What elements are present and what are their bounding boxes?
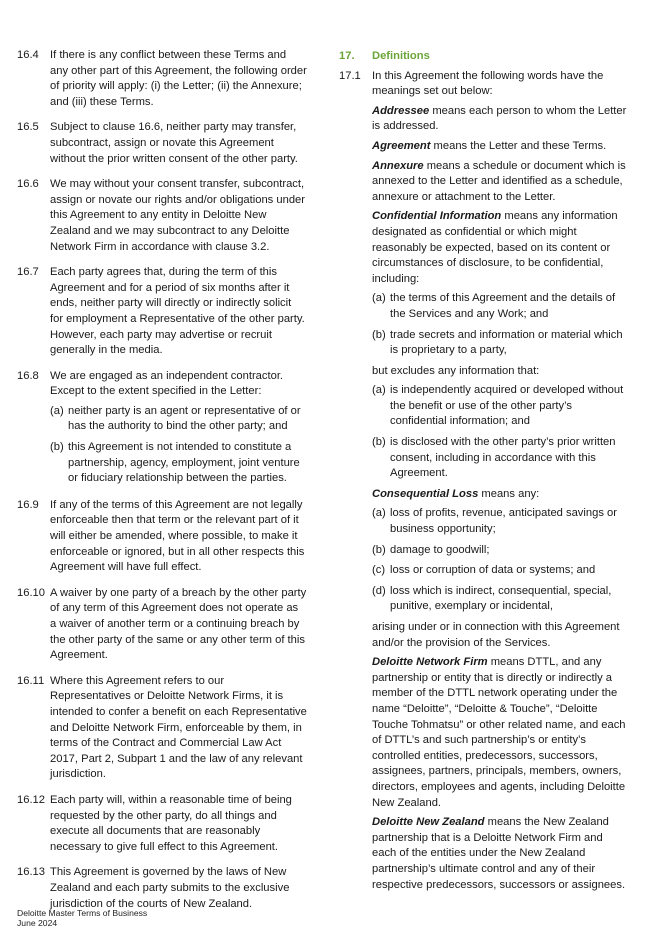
list-item: (a) loss of profits, revenue, anticipated savings or business opportunity; xyxy=(372,507,617,536)
right-column xyxy=(339,48,629,903)
list-item: (b) trade secrets and information or material which is proprietary to a party, xyxy=(372,328,623,357)
list-item: (a) the terms of this Agreement and the details of the Services and any Work; and xyxy=(372,292,616,320)
list-item: (b) is disclosed with the other party’s prior written consent, including in accordance with this Agreement. xyxy=(372,436,616,480)
list-item: (a) neither party is an agent or representative of or has the authority to bind the other party; and xyxy=(50,404,301,433)
definition-deloitte-network-firm: Deloitte Network Firm means DTTL, and any partnership or entity that is directly or indirectly a member of the DTTL network operating under the name “Deloitte”, “Deloitte & Touche”, “Deloitte Touche Tohmatsu” or other related name, and each of DTTL’s and such partnership’s or entity’s controlled entities, predecessors, successors, assignees, partners, principals, members, owners, directors, employees and agents, including Deloitte New Zealand. xyxy=(372,656,626,809)
clause-16-9: 16.9 If any of the terms of this Agreement are not legally enforceable then that term or the relevant part of it will either be amended, where possible, to make it enforceable or ignored, but in all other respects this Agreement will have full effect. xyxy=(17,498,305,574)
definition-agreement: Agreement means the Letter and these Terms. xyxy=(372,139,607,152)
definition-deloitte-new-zealand: Deloitte New Zealand means the New Zealand partnership that is a Deloitte Network Firm and each of the entities under the New Zealand partnership’s ultimate control and any of their respective predecessors, successors or assignees. xyxy=(372,816,626,891)
list-item: (a) is independently acquired or developed without the benefit or use of the other party’s confidential information; and xyxy=(372,384,624,428)
definition-consequential-loss: Consequential Loss means any: xyxy=(372,487,540,500)
clause-16-7: 16.7 Each party agrees that, during the term of this Agreement and for a period of six months after it ends, neither party will directly or indirectly solicit for employment a Representative of the other party. However, each party may advertise or recruit generally in the media. xyxy=(17,266,305,357)
list-item: (b) this Agreement is not intended to constitute a partnership, agency, employment, joint venture or fiduciary relationship between the parties. xyxy=(50,441,300,485)
definition-annexure: Annexure means a schedule or document which is annexed to the Letter and identified as a schedule, annexure or attachment to the Letter. xyxy=(372,159,626,203)
page-footer: Deloitte Master Terms of Business June 2024 xyxy=(17,908,148,928)
clause-16-11: 16.11 Where this Agreement refers to our Representatives or Deloitte Network Firms, it is intended to confer a benefit on each Representative and Deloitte Network Firm, enforceable by them, in terms of the Contract and Commercial Law Act 2017, Part 2, Subpart 1 and the law of any relevant jurisdiction. xyxy=(17,674,307,781)
clause-16-5: 16.5 Subject to clause 16.6, neither party may transfer, subcontract, assign or novate this Agreement without the prior written consent of the other party. xyxy=(17,121,298,165)
list-item: (d) loss which is indirect, consequential, special, punitive, exemplary or incidental, xyxy=(372,584,612,613)
clause-16-8: 16.8 We are engaged as an independent contractor. Except to the extent specified in the Letter: (a) neither party is an agent or representative of or has the authority to bind the other party; and (b) this Agreement is not intended to constitute a partnership, agency, employment, joint venture or fiduciary relationship between the parties. xyxy=(17,369,307,492)
clause-16-12: 16.12 Each party will, within a reasonable time of being requested by the other party, do all things and execute all documents that are reasonably necessary to give full effect to this Agreement. xyxy=(17,793,292,853)
definition-confidential-information: Confidential Information means any information designated as confidential or which might reasonably be expected, based on its content or circumstances of disclosure, to be confidential, including: xyxy=(372,210,618,285)
left-column xyxy=(17,48,307,922)
list-item: (b) damage to goodwill; xyxy=(372,543,490,556)
clause-17-1: 17.1 In this Agreement the following words have the meanings set out below: Addressee means each person to whom the Letter is addressed. Agreement means the Letter and these Terms. Annexure means a schedule or document which is annexed to the Letter and identified as a schedule, annexure or attachment to the Letter. Confidential Information means any information designated as confidential or which might reasonably be expected, based on its content or circumstances of disclosure, to be confidential, including: (a) the terms of this Agreement and the details of the Services and any Work; and (b) trade secrets and information or material which is proprietary to a party, but excludes any information that: (a) is independently acquired or developed without the benefit or use of the other party’s confidential information; and (b) is disclosed with the other party’s prior written consent, including in accordance with this Agreement. Consequential Loss means any: (a) loss of profits, revenue, anticipated savings or business opportunity; (b) damage to goodwill; (c) loss or corruption of data or systems; and (d) loss which is indirect, consequential, special, punitive, exemplary or incidental, arising under or in connection with this Agreement and/or the provision of the Services. Deloitte Network Firm means DTTL, and any partnership or entity that is directly or indirectly a member of the DTTL network operating under the name “Deloitte”, “Deloitte & Touche”, “Deloitte Touche Tohmatsu” or other related name, and each of DTTL’s and such partnership’s or entity’s controlled entities, predecessors, successors, assignees, partners, principals, members, owners, directors, employees and agents, including Deloitte New Zealand. Deloitte New Zealand means the New Zealand partnership that is a Deloitte Network Firm and each of the entities under the New Zealand partnership’s ultimate control and any of their respective predecessors, successors or assignees. xyxy=(339,69,629,898)
clause-16-6: 16.6 We may without your consent transfer, subcontract, assign or novate our rights and/or obligations under this Agreement to any entity in Deloitte New Zealand and we may subcontract to any Deloitte Network Firm in accordance with clause 3.2. xyxy=(17,178,305,253)
clause-16-10: 16.10 A waiver by one party of a breach by the other party of any term of this Agreement does not operate as a waiver of another term or a continuing breach by the other party of the same or any other term of this Agreement. xyxy=(17,586,307,662)
list-item: (c) loss or corruption of data or systems; and xyxy=(372,564,596,577)
clause-16-4: 16.4 If there is any conflict between these Terms and any other part of this Agreement, the following order of priority will apply: (i) the Letter; (ii) the Annexure; and (iii) these Terms. xyxy=(17,49,307,108)
section-heading-definitions: 17. Definitions xyxy=(339,50,430,62)
definition-addressee: Addressee means each person to whom the Letter is addressed. xyxy=(372,104,627,133)
clause-16-13: 16.13 This Agreement is governed by the laws of New Zealand and each party submits to the exclusive jurisdiction of the courts of New Zealand. xyxy=(17,866,290,910)
